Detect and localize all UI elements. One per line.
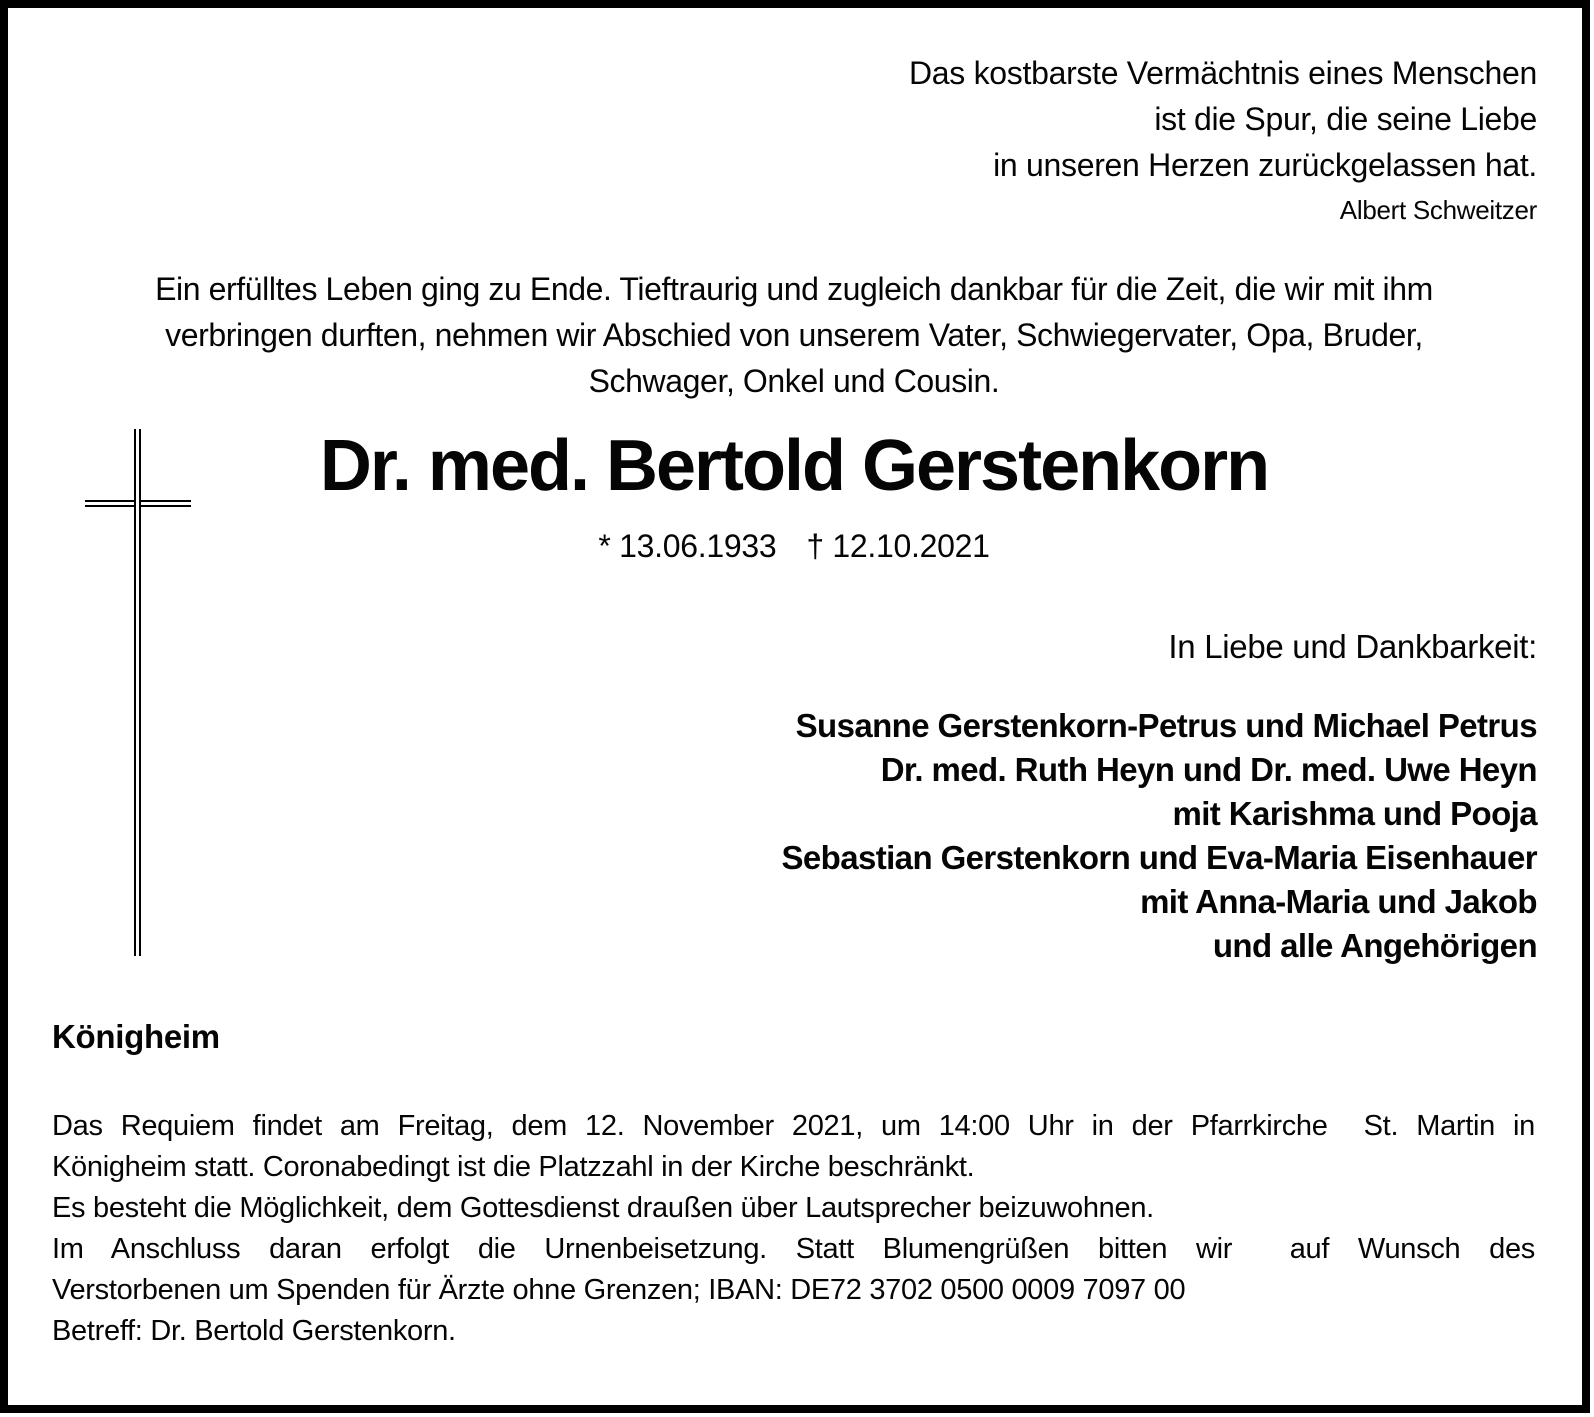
epigraph [909, 50, 1537, 228]
mourner-name: Sebastian Gerstenkorn und Eva-Maria Eisenhauer [781, 839, 1537, 876]
deceased-name: Dr. med. Bertold Gerstenkorn [319, 426, 1269, 506]
notice-line: Betreff: Dr. Bertold Gerstenkorn. [52, 1315, 456, 1347]
birth-date: * 13.06.1933 [598, 528, 777, 564]
mourners-list [782, 704, 1538, 968]
life-dates [52, 528, 1536, 565]
intro-line: verbringen durften, nehmen wir Abschied von unserem Vater, Schwiegervater, Opa, Bruder, [165, 317, 1423, 353]
funeral-notice [52, 1106, 1535, 1352]
mourner-name: mit Anna-Maria und Jakob [1140, 883, 1537, 920]
epigraph-line: Das kostbarste Vermächtnis eines Menschen [908, 55, 1537, 91]
farewell-heading: In Liebe und Dankbarkeit: [1168, 628, 1537, 665]
epigraph-attribution: Albert Schweitzer [1339, 195, 1537, 225]
intro-line: Ein erfülltes Leben ging zu Ende. Tieftraurig und zugleich dankbar für die Zeit, die wir mit ihm [155, 271, 1433, 307]
cross-icon-upright [134, 429, 141, 956]
notice-line: Königheim statt. Coronabedingt ist die Platzzahl in der Kirche beschränkt. [52, 1151, 975, 1183]
intro-line: Schwager, Onkel und Cousin. [588, 363, 1000, 399]
intro-paragraph [52, 266, 1536, 404]
notice-line: Im Anschluss daran erfolgt die Urnenbeisetzung. Statt Blumengrüßen bitten wir auf Wunsch des [52, 1233, 1535, 1265]
mourner-name: Susanne Gerstenkorn-Petrus und Michael Petrus [795, 707, 1537, 744]
notice-line: Es besteht die Möglichkeit, dem Gottesdienst draußen über Lautsprecher beizuwohnen. [52, 1192, 1154, 1224]
place-name: Königheim [52, 1018, 220, 1055]
notice-line: Das Requiem findet am Freitag, dem 12. November 2021, um 14:00 Uhr in der Pfarrkirche St. Martin in [52, 1110, 1535, 1142]
notice-line: Verstorbenen um Spenden für Ärzte ohne Grenzen; IBAN: DE72 3702 0500 0009 7097 00 [52, 1274, 1186, 1306]
mourner-name: Dr. med. Ruth Heyn und Dr. med. Uwe Heyn [880, 751, 1537, 788]
epigraph-line: ist die Spur, die seine Liebe [1154, 101, 1537, 137]
mourner-name: mit Karishma und Pooja [1172, 795, 1537, 832]
death-date: † 12.10.2021 [806, 528, 990, 564]
epigraph-line: in unseren Herzen zurückgelassen hat. [993, 147, 1537, 183]
mourner-name: und alle Angehörigen [1212, 927, 1537, 964]
